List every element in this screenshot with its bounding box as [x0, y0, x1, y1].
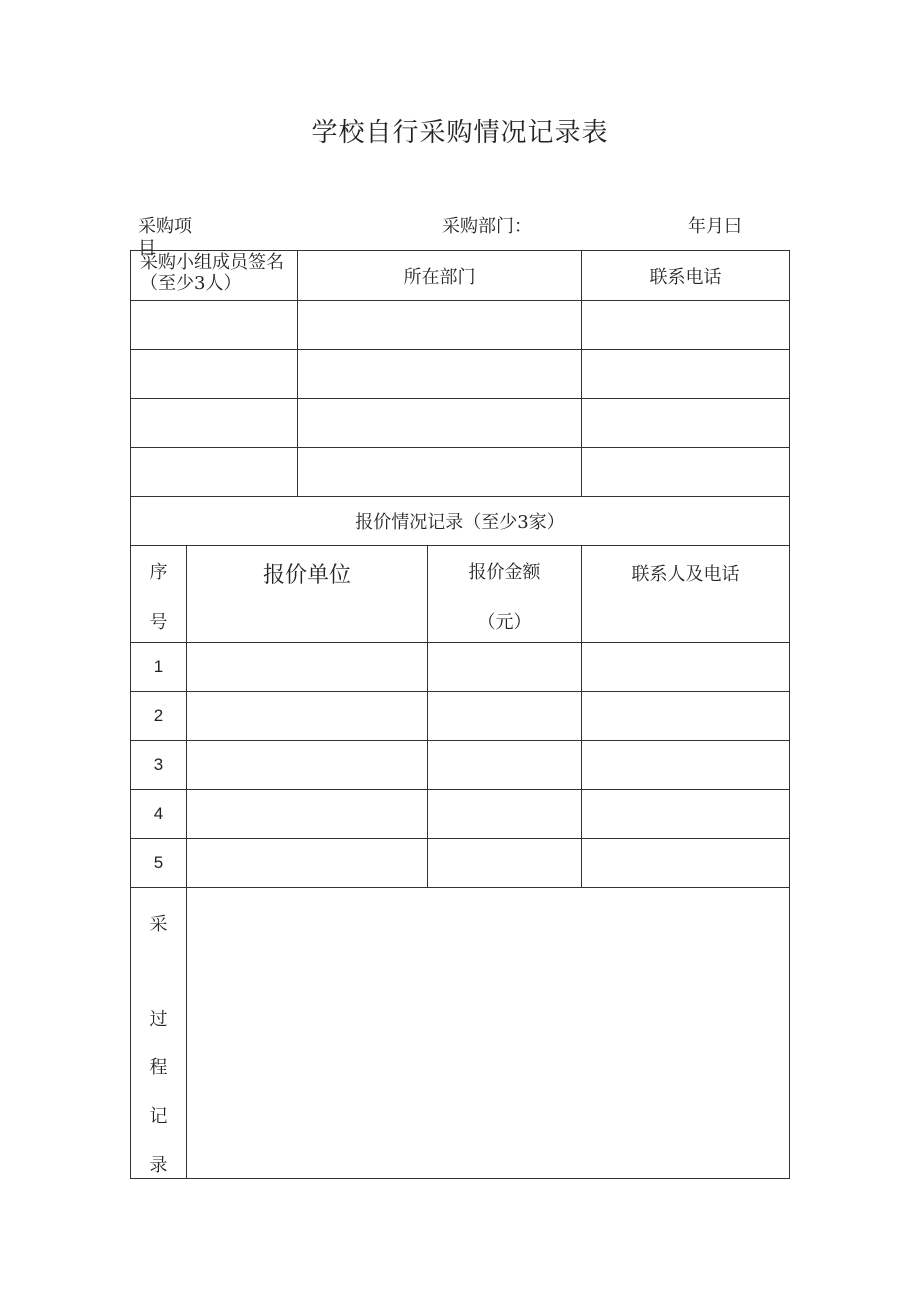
member-department-cell[interactable]: [297, 349, 582, 399]
quote-amount-header-line2: （元）: [477, 612, 532, 633]
quote-contact-cell[interactable]: [581, 838, 790, 888]
process-label-cell: [130, 887, 187, 1179]
quote-amount-header-line1: 报价金额: [468, 562, 541, 583]
quote-unit-header: [186, 545, 428, 643]
quote-contact-cell[interactable]: [581, 691, 790, 741]
process-label-char: 过: [149, 1009, 168, 1030]
project-label: 采购项目: [138, 216, 192, 259]
date-label: 年月曰: [688, 216, 742, 237]
member-department-cell[interactable]: [297, 398, 582, 448]
quote-row-number: 2: [130, 691, 187, 741]
quote-amount-cell[interactable]: [427, 789, 582, 839]
page-title: 学校自行采购情况记录表: [311, 118, 609, 148]
member-department-cell[interactable]: [297, 300, 582, 350]
member-department-header: 所在部门: [297, 250, 582, 301]
quote-amount-cell[interactable]: [427, 740, 582, 790]
quote-contact-cell[interactable]: [581, 789, 790, 839]
member-signature-cell[interactable]: [130, 300, 298, 350]
member-department-cell[interactable]: [297, 447, 582, 497]
quote-unit-cell[interactable]: [186, 838, 428, 888]
member-signature-cell[interactable]: [130, 349, 298, 399]
quote-unit-header-label: 报价单位: [262, 563, 351, 588]
process-record-area[interactable]: [186, 887, 790, 1179]
quote-section-title: 报价情况记录（至少3家）: [130, 496, 790, 546]
process-label-char: 程: [149, 1057, 168, 1078]
quote-contact-cell[interactable]: [581, 740, 790, 790]
member-phone-cell[interactable]: [581, 300, 790, 350]
quote-row-number: 4: [130, 789, 187, 839]
member-phone-cell[interactable]: [581, 398, 790, 448]
quote-contact-header: [581, 545, 790, 643]
seq-header-line1: 序: [149, 562, 168, 583]
member-signature-cell[interactable]: [130, 447, 298, 497]
quote-unit-cell[interactable]: [186, 642, 428, 692]
quote-unit-cell[interactable]: [186, 691, 428, 741]
process-label-char: 记: [149, 1106, 168, 1127]
quote-unit-cell[interactable]: [186, 740, 428, 790]
quote-unit-cell[interactable]: [186, 789, 428, 839]
seq-header: [130, 545, 187, 643]
process-label-char: 录: [149, 1155, 168, 1176]
quote-amount-cell[interactable]: [427, 838, 582, 888]
dept-label: 采购部门：: [442, 216, 532, 237]
seq-header-line2: 号: [149, 612, 168, 633]
member-phone-header: 联系电话: [581, 250, 790, 301]
member-phone-cell[interactable]: [581, 447, 790, 497]
process-label-char: 采: [149, 914, 168, 935]
quote-row-number: 3: [130, 740, 187, 790]
quote-row-number: 5: [130, 838, 187, 888]
member-phone-cell[interactable]: [581, 349, 790, 399]
quote-contact-cell[interactable]: [581, 642, 790, 692]
member-signature-header: 采购小组成员签名（至少3人）: [130, 250, 298, 301]
quote-row-number: 1: [130, 642, 187, 692]
quote-amount-cell[interactable]: [427, 642, 582, 692]
quote-amount-cell[interactable]: [427, 691, 582, 741]
member-signature-cell[interactable]: [130, 398, 298, 448]
quote-amount-header: [427, 545, 582, 643]
quote-contact-header-label: 联系人及电话: [631, 564, 740, 585]
